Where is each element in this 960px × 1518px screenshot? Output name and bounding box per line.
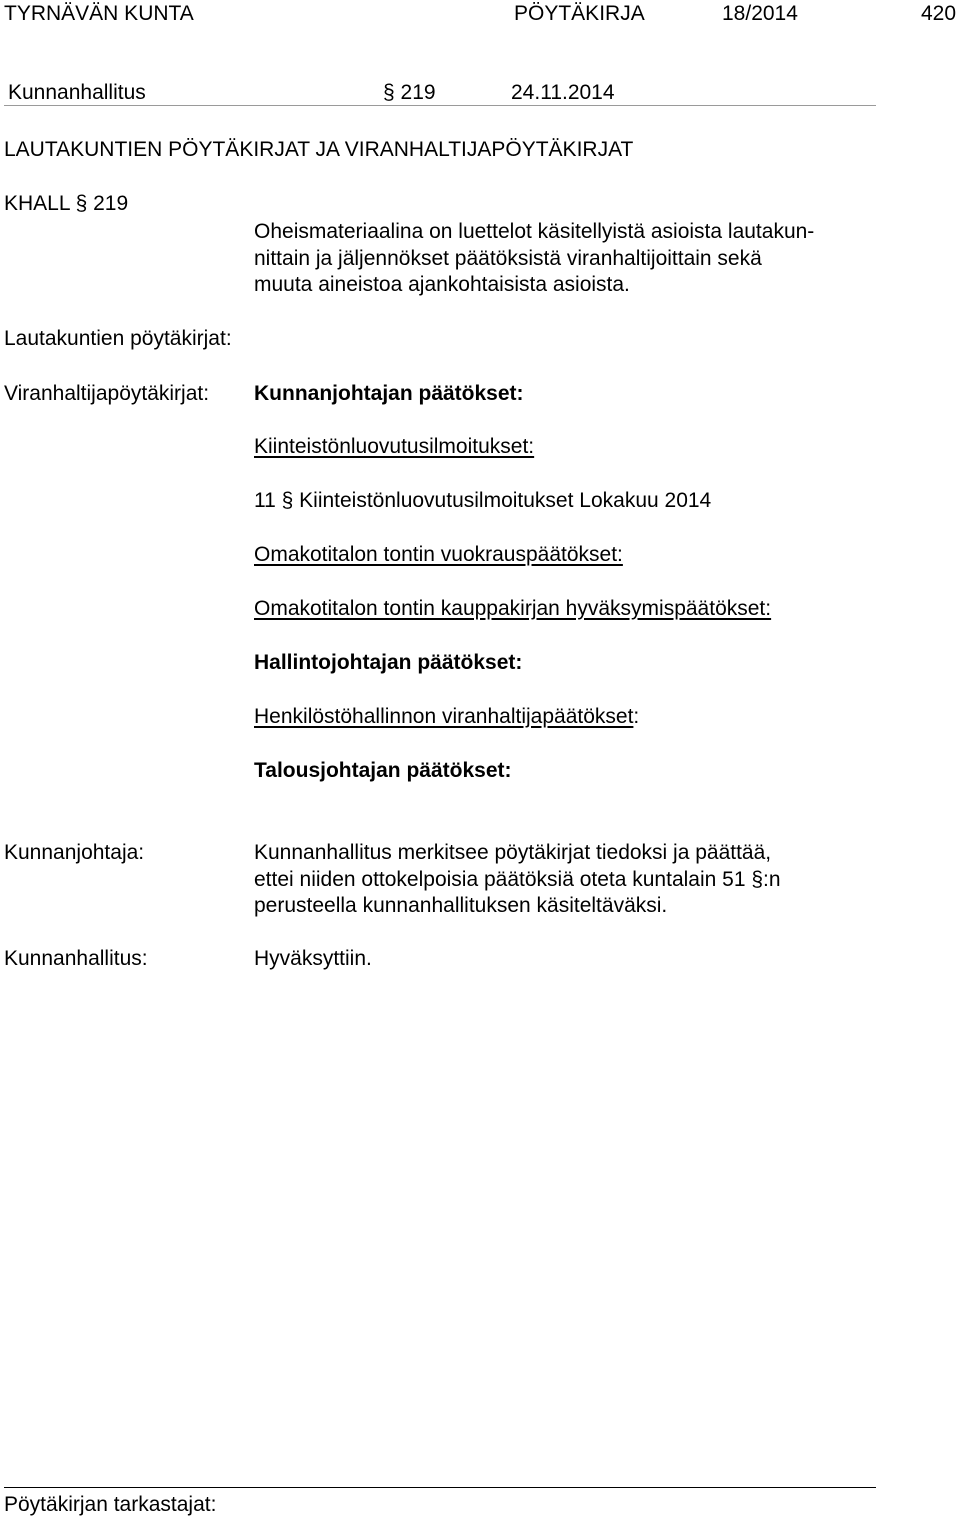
intro-line: nittain ja jäljennökset päätöksistä viranhaltijoittain sekä — [254, 246, 762, 270]
footer-divider — [4, 1487, 876, 1488]
intro-line: muuta aineistoa ajankohtaisista asioista. — [254, 273, 630, 296]
finance-director-decisions-heading: Talousjohtajan päätökset: — [254, 759, 512, 782]
document-number: 18/2014 — [722, 2, 798, 25]
proposal-line: Kunnanhallitus merkitsee pöytäkirjat tiedoksi ja päättää, — [254, 841, 772, 864]
property-transfer-notice-item: 11 § Kiinteistönluovutusilmoitukset Lokakuu 2014 — [254, 489, 712, 512]
intro-line: Oheismateriaalina on luettelot käsitellyistä asioista lautakun- — [254, 220, 815, 243]
administrative-director-decisions-heading: Hallintojohtajan päätökset: — [254, 651, 523, 674]
municipal-manager-decisions-heading: Kunnanjohtajan päätökset: — [254, 382, 524, 405]
section-number: § 219 — [383, 81, 436, 104]
minutes-reviewers-label: Pöytäkirjan tarkastajat: — [4, 1493, 217, 1516]
property-transfer-notices-heading: Kiinteistönluovutusilmoitukset: — [254, 435, 535, 458]
proposal-line: perusteella kunnanhallituksen käsiteltäväksi. — [254, 894, 668, 917]
page-number: 420 — [921, 2, 957, 25]
official-minutes-label: Viranhaltijapöytäkirjat: — [4, 382, 210, 405]
page-title: LAUTAKUNTIEN PÖYTÄKIRJAT JA VIRANHALTIJAPÖYTÄKIRJAT — [4, 138, 634, 161]
document-type: PÖYTÄKIRJA — [514, 2, 645, 25]
hr-decisions-heading — [254, 704, 639, 730]
khall-section: KHALL § 219 — [4, 192, 129, 215]
hr-decisions-text: Henkilöstöhallinnon viranhaltijapäätökset — [254, 705, 634, 728]
meeting-body: Kunnanhallitus — [8, 81, 146, 104]
board-minutes-label: Lautakuntien pöytäkirjat: — [4, 327, 232, 350]
lot-purchase-decisions-heading: Omakotitalon tontin kauppakirjan hyväksymispäätökset: — [254, 597, 772, 620]
decision-text: Hyväksyttiin. — [254, 947, 372, 970]
proposal-paragraph — [254, 840, 781, 920]
municipal-manager-label: Kunnanjohtaja: — [4, 841, 145, 864]
header-divider — [4, 105, 876, 106]
meeting-date: 24.11.2014 — [511, 81, 615, 104]
municipality-name: TYRNÄVÄN KUNTA — [4, 2, 194, 25]
hr-decisions-colon: : — [633, 705, 640, 728]
lot-lease-decisions-heading: Omakotitalon tontin vuokrauspäätökset: — [254, 543, 623, 566]
proposal-line: ettei niiden ottokelpoisia päätöksiä oteta kuntalain 51 §:n — [254, 867, 781, 891]
board-label: Kunnanhallitus: — [4, 947, 148, 970]
intro-paragraph — [254, 219, 814, 299]
